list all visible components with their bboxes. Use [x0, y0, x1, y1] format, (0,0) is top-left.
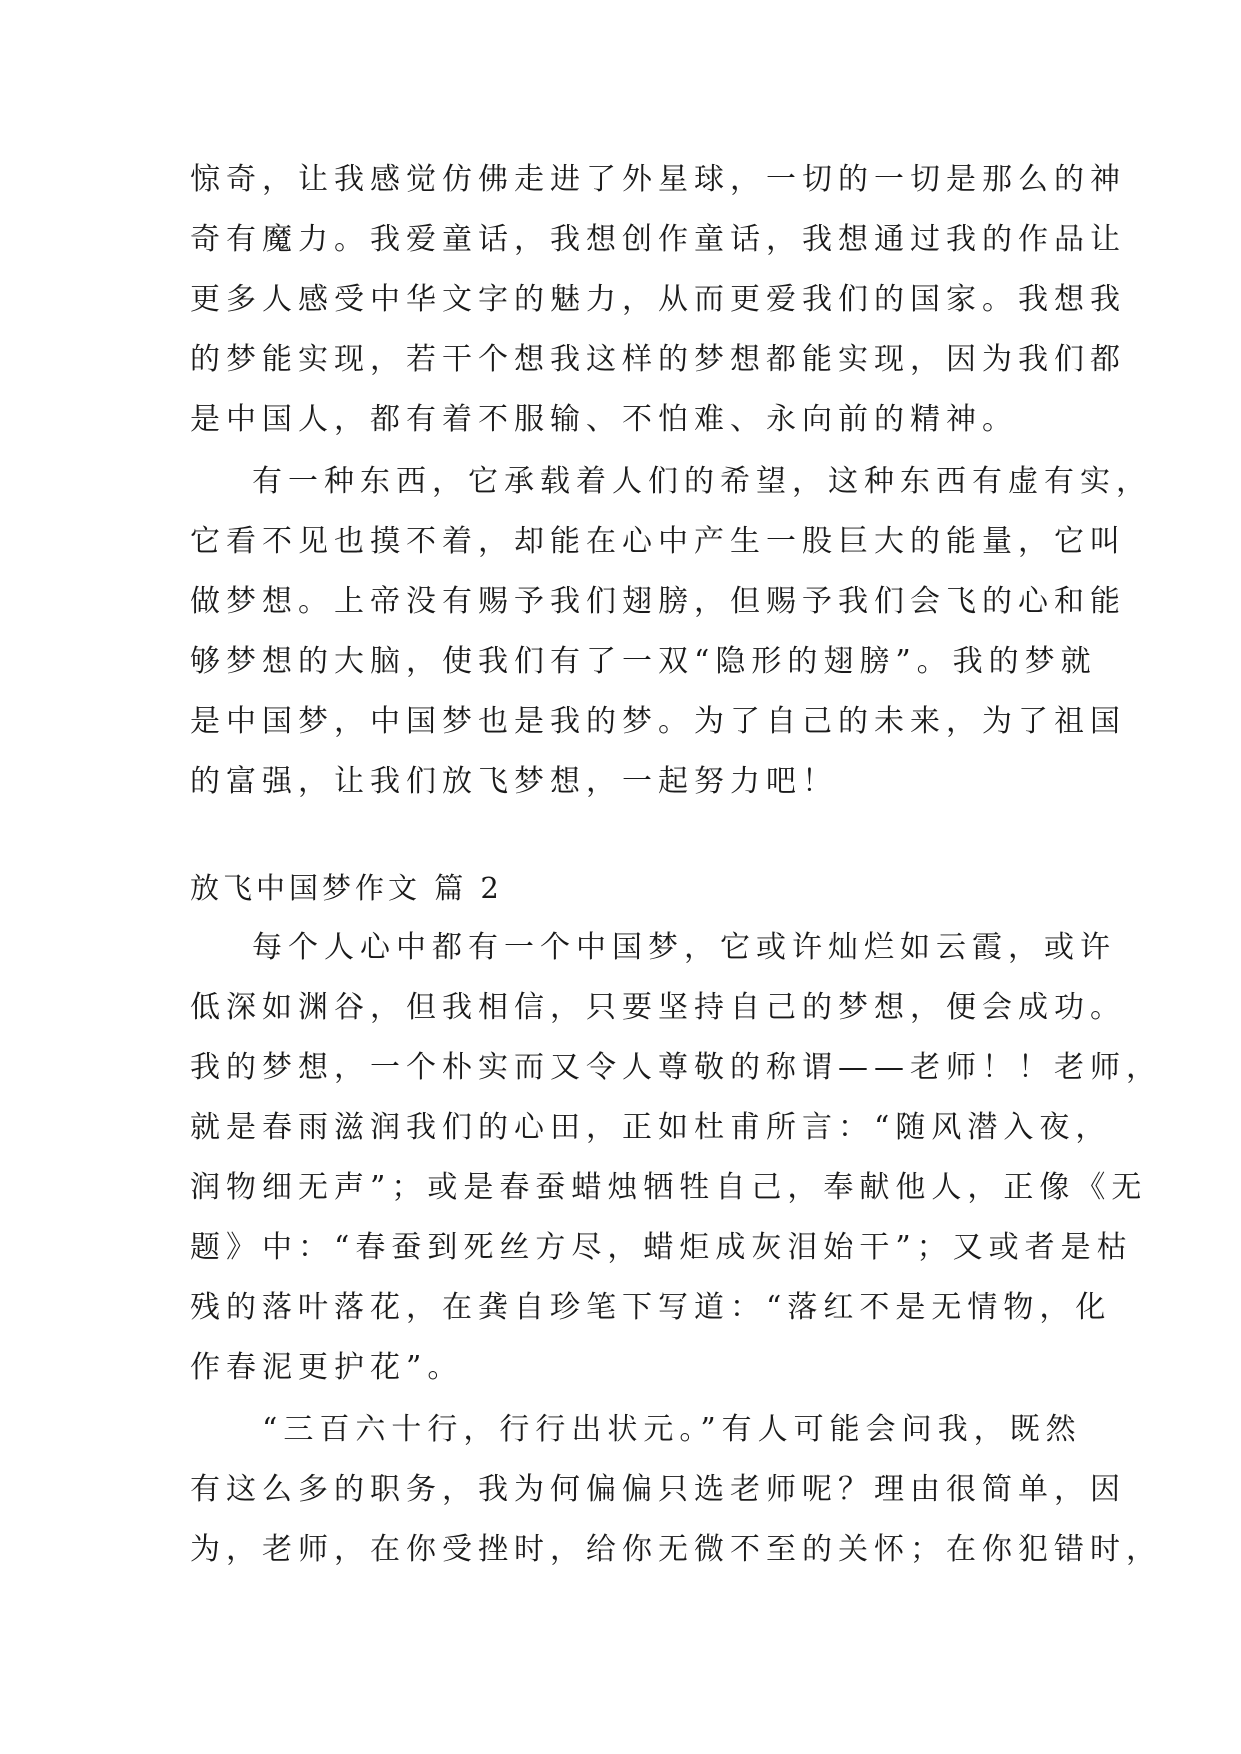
text-line: 的梦能实现，若干个想我这样的梦想都能实现，因为我们都 [190, 342, 1126, 377]
text-line: 有一种东西，它承载着人们的希望，这种东西有虚有实， [252, 464, 1152, 499]
text-line: 残的落叶落花，在龚自珍笔下写道：“落红不是无情物，化 [190, 1290, 1112, 1325]
text-line: 有这么多的职务，我为何偏偏只选老师呢？理由很简单，因 [190, 1472, 1126, 1507]
text-line: 作春泥更护花”。 [190, 1350, 464, 1385]
text-line: 就是春雨滋润我们的心田，正如杜甫所言：“随风潜入夜， [190, 1110, 1112, 1145]
text-line: 题》中：“春蚕到死丝方尽，蜡炬成灰泪始干”；又或者是枯 [190, 1230, 1133, 1265]
text-line: 是中国人，都有着不服输、不怕难、永向前的精神。 [190, 402, 1018, 437]
text-line: 是中国梦，中国梦也是我的梦。为了自己的未来，为了祖国 [190, 704, 1126, 739]
text-line: 我的梦想，一个朴实而又令人尊敬的称谓——老师！！老师， [190, 1050, 1162, 1085]
text-line: 为，老师，在你受挫时，给你无微不至的关怀；在你犯错时， [190, 1532, 1162, 1567]
text-line: 惊奇，让我感觉仿佛走进了外星球，一切的一切是那么的神 [190, 162, 1126, 197]
text-line: 低深如渊谷，但我相信，只要坚持自己的梦想，便会成功。 [190, 990, 1126, 1025]
section-title: 放飞中国梦作文 篇 2 [190, 871, 503, 905]
text-line: 奇有魔力。我爱童话，我想创作童话，我想通过我的作品让 [190, 222, 1126, 257]
text-line: 每个人心中都有一个中国梦，它或许灿烂如云霞，或许 [252, 930, 1116, 965]
text-line: 够梦想的大脑，使我们有了一双“隐形的翅膀”。我的梦就 [190, 644, 1097, 679]
text-line: “三百六十行，行行出状元。”有人可能会问我，既然 [262, 1412, 1082, 1447]
text-line: 更多人感受中华文字的魅力，从而更爱我们的国家。我想我 [190, 282, 1126, 317]
text-line: 的富强，让我们放飞梦想，一起努力吧！ [190, 764, 838, 799]
text-line: 它看不见也摸不着，却能在心中产生一股巨大的能量，它叫 [190, 524, 1126, 559]
text-line: 做梦想。上帝没有赐予我们翅膀，但赐予我们会飞的心和能 [190, 584, 1126, 619]
text-line: 润物细无声”；或是春蚕蜡烛牺牲自己，奉献他人，正像《无 [190, 1170, 1148, 1205]
